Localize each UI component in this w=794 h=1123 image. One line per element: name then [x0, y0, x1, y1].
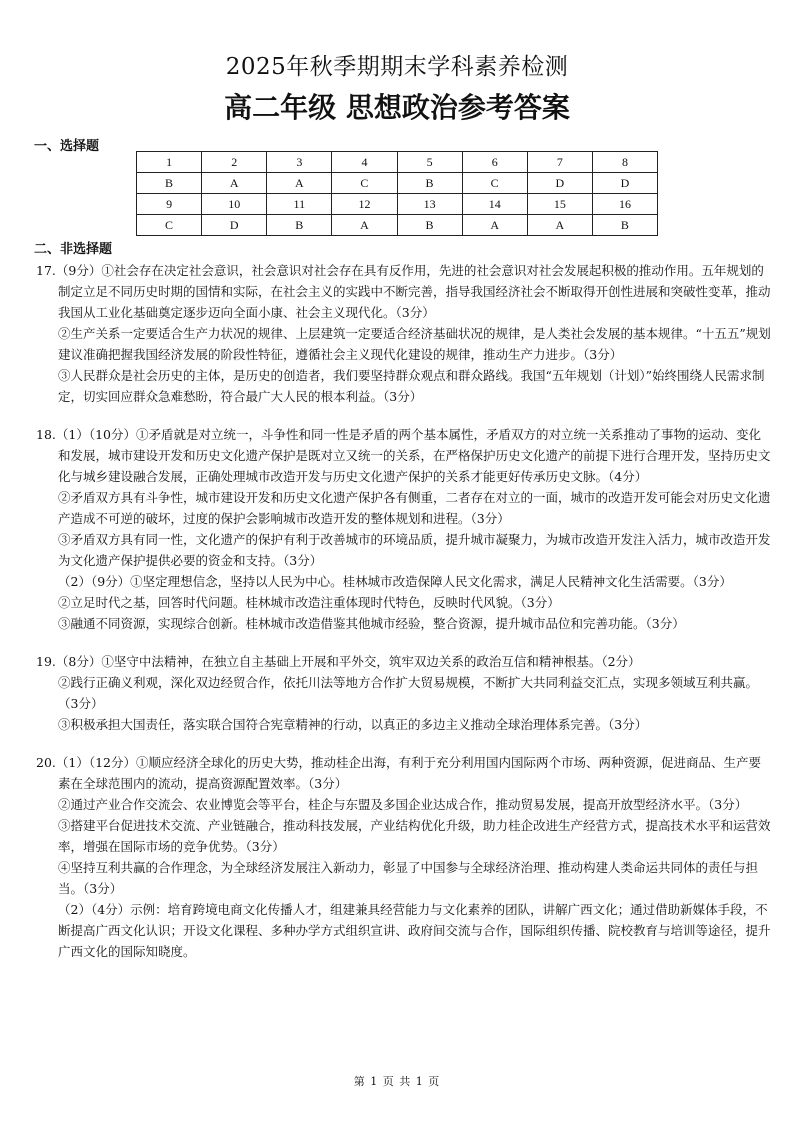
table-cell: 8	[592, 152, 657, 173]
table-cell: A	[462, 215, 527, 236]
q17-point-1: 17.（9分）①社会存在决定社会意识，社会意识对社会存在具有反作用，先进的社会意识对社会发展起积极的推动作用。五年规划的制定立足不同历史时期的国情和实际，在社会主义的实践中不断完善，指导我国经济社会不断取得开创性进展和突破性变革，推动我国从工业化基础奠定逐步迈向全面小康、社会主义现代化。（3分）	[36, 263, 771, 320]
q19-point-3: ③积极承担大国责任，落实联合国符合宪章精神的行动，以真正的多边主义推动全球治理体系完善。（3分）	[58, 717, 648, 732]
table-cell: 3	[267, 152, 332, 173]
answer-body	[36, 260, 772, 962]
table-cell: 6	[462, 152, 527, 173]
question-20	[36, 752, 772, 962]
table-cell: 1	[137, 152, 202, 173]
q18-point-3: ③矛盾双方具有同一性，文化遗产的保护有利于改善城市的环境品质，提升城市凝聚力，为城市改造开发注入活力，城市改造开发为文化遗产保护提供必要的资金和支持。（3分）	[58, 532, 771, 568]
table-row	[137, 215, 658, 236]
table-cell: C	[462, 173, 527, 194]
table-cell: C	[332, 173, 397, 194]
table-cell: A	[202, 173, 267, 194]
table-cell: 7	[527, 152, 592, 173]
table-cell: B	[397, 215, 462, 236]
table-cell: 12	[332, 194, 397, 215]
table-cell: A	[527, 215, 592, 236]
q18-part-2-point-2: ②立足时代之基，回答时代问题。桂林城市改造注重体现时代特色，反映时代风貌。（3分）	[58, 595, 560, 610]
table-cell: A	[332, 215, 397, 236]
section-choice-heading: 一、选择题	[34, 139, 100, 154]
q19-point-2: ②践行正确义利观，深化双边经贸合作，依托川法等地方合作扩大贸易规模，不断扩大共同利益交汇点，实现多领域互利共赢。（3分）	[58, 675, 759, 711]
q20-point-1: 20.（1）（12分）①顺应经济全球化的历史大势，推动桂企出海，有利于充分利用国内国际两个市场、两种资源，促进商品、生产要素在全球范围内的流动，提高资源配置效率。（3分）	[36, 755, 761, 791]
table-cell: D	[527, 173, 592, 194]
q20-point-3: ③搭建平台促进技术交流、产业链融合，推动科技发展，产业结构优化升级，助力桂企改进生产经营方式，提高技术水平和运营效率，增强在国际市场的竞争优势。（3分）	[58, 818, 771, 854]
table-cell: B	[267, 215, 332, 236]
page-footer: 第 1 页 共 1 页	[353, 1075, 441, 1088]
table-cell: B	[592, 215, 657, 236]
table-cell: 10	[202, 194, 267, 215]
q20-point-4: ④坚持互利共赢的合作理念，为全球经济发展注入新动力，彰显了中国参与全球经济治理、推动构建人类命运共同体的责任与担当。（3分）	[58, 860, 759, 896]
q18-part-2-point-3: ③融通不同资源，实现综合创新。桂林城市改造借鉴其他城市经验，整合资源，提升城市品位和完善功能。（3分）	[58, 616, 685, 631]
q18-point-2: ②矛盾双方具有斗争性，城市建设开发和历史文化遗产保护各有侧重，二者存在对立的一面，城市的改造开发可能会对历史文化遗产造成不可逆的破坏，过度的保护会影响城市改造开发的整体规划和进程。（3分）	[58, 490, 771, 526]
q20-point-2: ②通过产业合作交流会、农业博览会等平台，桂企与东盟及多国企业达成合作，推动贸易发展，提高开放型经济水平。（3分）	[58, 797, 748, 812]
table-cell: 14	[462, 194, 527, 215]
table-cell: 13	[397, 194, 462, 215]
q20-part-2: （2）（4分）示例：培育跨境电商文化传播人才，组建兼具经营能力与文化素养的团队，讲解广西文化；通过借助新媒体手段，不断提高广西文化认识；开设文化课程、多种办学方式组织宣讲、政府间交流与合作，国际组织传播、院校教育与培训等途径，提升广西文化的国际知晓度。	[58, 902, 771, 959]
table-cell: 4	[332, 152, 397, 173]
table-cell: B	[137, 173, 202, 194]
table-cell: B	[397, 173, 462, 194]
table-cell: 2	[202, 152, 267, 173]
table-row	[137, 194, 658, 215]
exam-title: 2025年秋季期期末学科素养检测	[225, 54, 569, 80]
q17-point-2: ②生产关系一定要适合生产力状况的规律、上层建筑一定要适合经济基础状况的规律，是人类社会发展的基本规律。“十五五”规划建议准确把握我国经济发展的阶段性特征，遵循社会主义现代化建设的规律，推动生产力进步。（3分）	[58, 326, 771, 362]
answer-table	[136, 151, 658, 236]
q18-part-2-point-1: （2）（9分）①坚定理想信念，坚持以人民为中心。桂林城市改造保障人民文化需求，满足人民精神文化生活需要。（3分）	[58, 574, 732, 589]
question-18	[36, 424, 772, 634]
table-row	[137, 152, 658, 173]
exam-subtitle: 高二年级 思想政治参考答案	[224, 91, 570, 124]
table-cell: 16	[592, 194, 657, 215]
q19-point-1: 19.（8分）①坚守中法精神，在独立自主基础上开展和平外交，筑牢双边关系的政治互信和精神根基。（2分）	[36, 654, 641, 669]
table-row	[137, 173, 658, 194]
table-cell: D	[592, 173, 657, 194]
q17-point-3: ③人民群众是社会历史的主体，是历史的创造者，我们要坚持群众观点和群众路线。我国“五年规划（计划）”始终围绕人民需求制定，切实回应群众急难愁盼，符合最广大人民的根本利益。（3分）	[58, 368, 765, 404]
question-17	[36, 260, 772, 407]
table-cell: C	[137, 215, 202, 236]
table-cell: 9	[137, 194, 202, 215]
table-cell: D	[202, 215, 267, 236]
section-nonchoice-heading: 二、非选择题	[34, 242, 113, 257]
q18-point-1: 18.（1）（10分）①矛盾就是对立统一，斗争性和同一性是矛盾的两个基本属性，矛盾双方的对立统一关系推动了事物的运动、变化和发展，城市建设开发和历史文化遗产保护是既对立又统一的关系，在严格保护历史文化遗产的前提下进行合理开发，坚持历史文化与城乡建设融合发展，正确处理城市改造开发与历史文化遗产保护的关系才能更好传承历史文脉。（4分）	[36, 427, 771, 484]
table-cell: 11	[267, 194, 332, 215]
table-cell: 5	[397, 152, 462, 173]
table-cell: 15	[527, 194, 592, 215]
question-19	[36, 651, 772, 735]
table-cell: A	[267, 173, 332, 194]
